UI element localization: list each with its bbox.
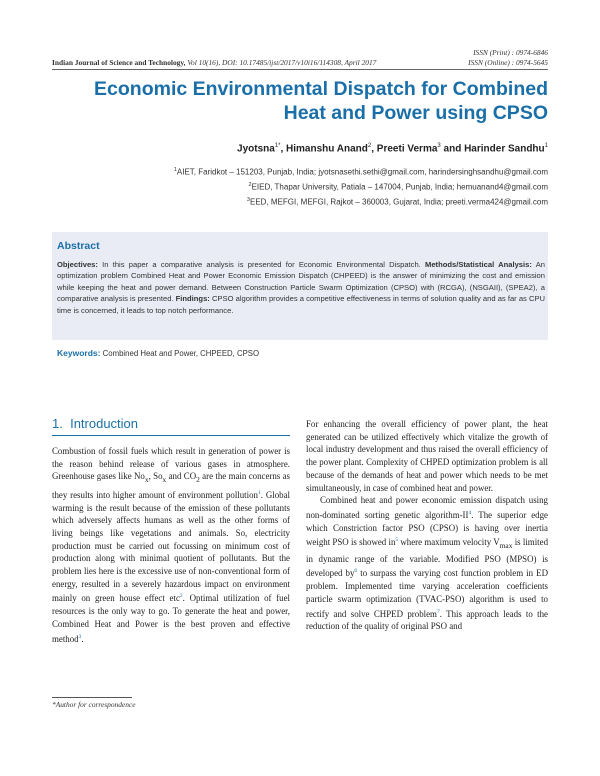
affiliation-line: $^3$EED, MEFGI, MEFGI, Rajkot – 360003, Gujarat, India; preeti.verma424@gmail.com bbox=[246, 197, 548, 207]
author-sup: 1 bbox=[544, 143, 548, 149]
paragraph: Combined heat and power economic emission dispatch using non-dominated sorting genetic algorithm-$II^4$. The superior edge which Constriction factor PSO (CPSO) is having over inertia weight PSO is showed $in^5$ where maximum velocity $V_{max}$ is limited in dynamic range of the variable. Modified PSO (MPSO) is developed $by^6$ to surpass the varying cost function problem in ED problem. Implemented time varying acceleration coefficients particle swarm optimization (TVAC-PSO) algorithm is used to rectify and solve CHPED problem$^7$. This approach leads to the reduction of the quality of original PSO and bbox=[306, 495, 549, 632]
citation-ref[interactable]: 2 bbox=[179, 593, 183, 600]
abstract-body bbox=[57, 259, 545, 316]
section-rule bbox=[52, 435, 290, 436]
methods-label: Methods/Statistical Analysis: bbox=[425, 260, 532, 269]
findings-label: Findings: bbox=[175, 294, 210, 304]
keywords bbox=[57, 348, 259, 358]
affiliation-line: $^2$EIED, Thapar University, Patiala – 147004, Punjab, India; hemuanand4@gmail.com bbox=[248, 182, 548, 192]
correspondence-footnote: *Author for correspondence bbox=[52, 700, 136, 709]
paragraph: For enhancing the overall efficiency of power plant, the heat generated can be utilized effectively which vitalize the growth of local industry development and thus raised the overall efficiency of the power plant. Complexity of CHPED optimization problem is all because of the demands of heat and power which needs to be met simultaneously, in case of combined heat and power. bbox=[306, 419, 548, 493]
paper-title bbox=[60, 77, 548, 125]
author-name: , Himanshu Anand bbox=[280, 143, 368, 155]
left-column bbox=[52, 445, 290, 645]
citation-ref[interactable]: 4 bbox=[468, 509, 472, 516]
title-line-2: Heat and Power using CPSO bbox=[283, 102, 548, 124]
affiliations bbox=[174, 164, 548, 209]
journal-citation bbox=[52, 58, 376, 67]
keywords-text: Combined Heat and Power, CHPEED, CPSO bbox=[100, 349, 260, 358]
author-sup: 1* bbox=[274, 143, 281, 149]
issn-online: ISSN (Online) : 0974-5645 bbox=[468, 58, 548, 67]
author-sup: 3 bbox=[437, 143, 441, 149]
findings-text: CPSO algorithm provides a competitive effectiveness in terms of solution quality and as far as CPU time is concerned, it leads to top notch performance. bbox=[57, 294, 545, 315]
issn-print: ISSN (Print) : 0974-6846 bbox=[473, 48, 548, 57]
citation-ref[interactable]: 5 bbox=[395, 537, 399, 544]
citation-ref[interactable]: 3 bbox=[78, 633, 82, 640]
author-name: and Harinder Sandhu bbox=[440, 143, 545, 155]
title-line-1: Economic Environmental Dispatch for Combined bbox=[94, 78, 548, 100]
affiliation-line: $^1$AIET, Faridkot – 151203, Punjab, India; jyotsnasethi.sethi@gmail.com, harindersinghsandhu@gmail.com bbox=[173, 167, 548, 177]
issn-block bbox=[468, 48, 548, 68]
author-sup: 2 bbox=[367, 143, 372, 149]
right-column bbox=[306, 418, 548, 633]
methods-text: An optimization problem Combined Heat and Power Economic Emission Dispatch (CHPEED) is the answer of minimizing the cost and emission while keeping the heat and power demand. Between Construction Particle Swarm Optimization (CPSO) with (RCGA), (NSGAII), (SPEA2), a comparative analysis is presented. bbox=[57, 260, 545, 304]
section-heading bbox=[52, 416, 138, 431]
author-name: , Preeti Verma bbox=[371, 143, 438, 155]
section-title: Introduction bbox=[70, 416, 139, 431]
journal-details: Vol 10(16), DOI: 10.17485/ijst/2017/v10i16/114308, April 2017 bbox=[187, 58, 377, 67]
citation-ref[interactable]: 1 bbox=[258, 489, 261, 496]
author-name: Jyotsna bbox=[237, 143, 275, 155]
footnote-rule bbox=[52, 697, 132, 698]
journal-name: Indian Journal of Science and Technology, bbox=[52, 58, 186, 67]
citation-ref[interactable]: 7 bbox=[436, 608, 440, 615]
section-number: 1. bbox=[52, 416, 63, 431]
abstract-heading: Abstract bbox=[57, 240, 100, 252]
objectives-text: In this paper a comparative analysis is presented for Economic Environmental Dispatch. bbox=[97, 260, 425, 269]
author-list bbox=[237, 143, 548, 154]
keywords-label: Keywords: bbox=[57, 348, 101, 358]
paragraph: Combustion of fossil fuels which result in generation of power is the reason behind release of various gases in atmosphere. Greenhouse gases like $No_x$, $So_x$ and $CO_2$ are the main concerns as they results into higher amount of environment pollution$^1$. Global warming is the result because of the emission of these pollutants which adversely affects humans as well as the other forms of living beings like vegetations and animals. So, electricity production must be carried out focussing on minimum cost of production along with minimal quotient of pollutants. But the problem lies here is the excessive use of non-conventional form of energy, resulted in a severely hazardous impact on environment mainly on green house effect etc$^2$. Optimal utilization of fuel resources is the only way to go. To generate the heat and power, Combined Heat and Power is the best proven and effective method$^3$. bbox=[52, 446, 291, 644]
citation-ref[interactable]: 6 bbox=[354, 568, 358, 575]
objectives-label: Objectives: bbox=[57, 260, 98, 269]
header-rule bbox=[52, 69, 548, 70]
